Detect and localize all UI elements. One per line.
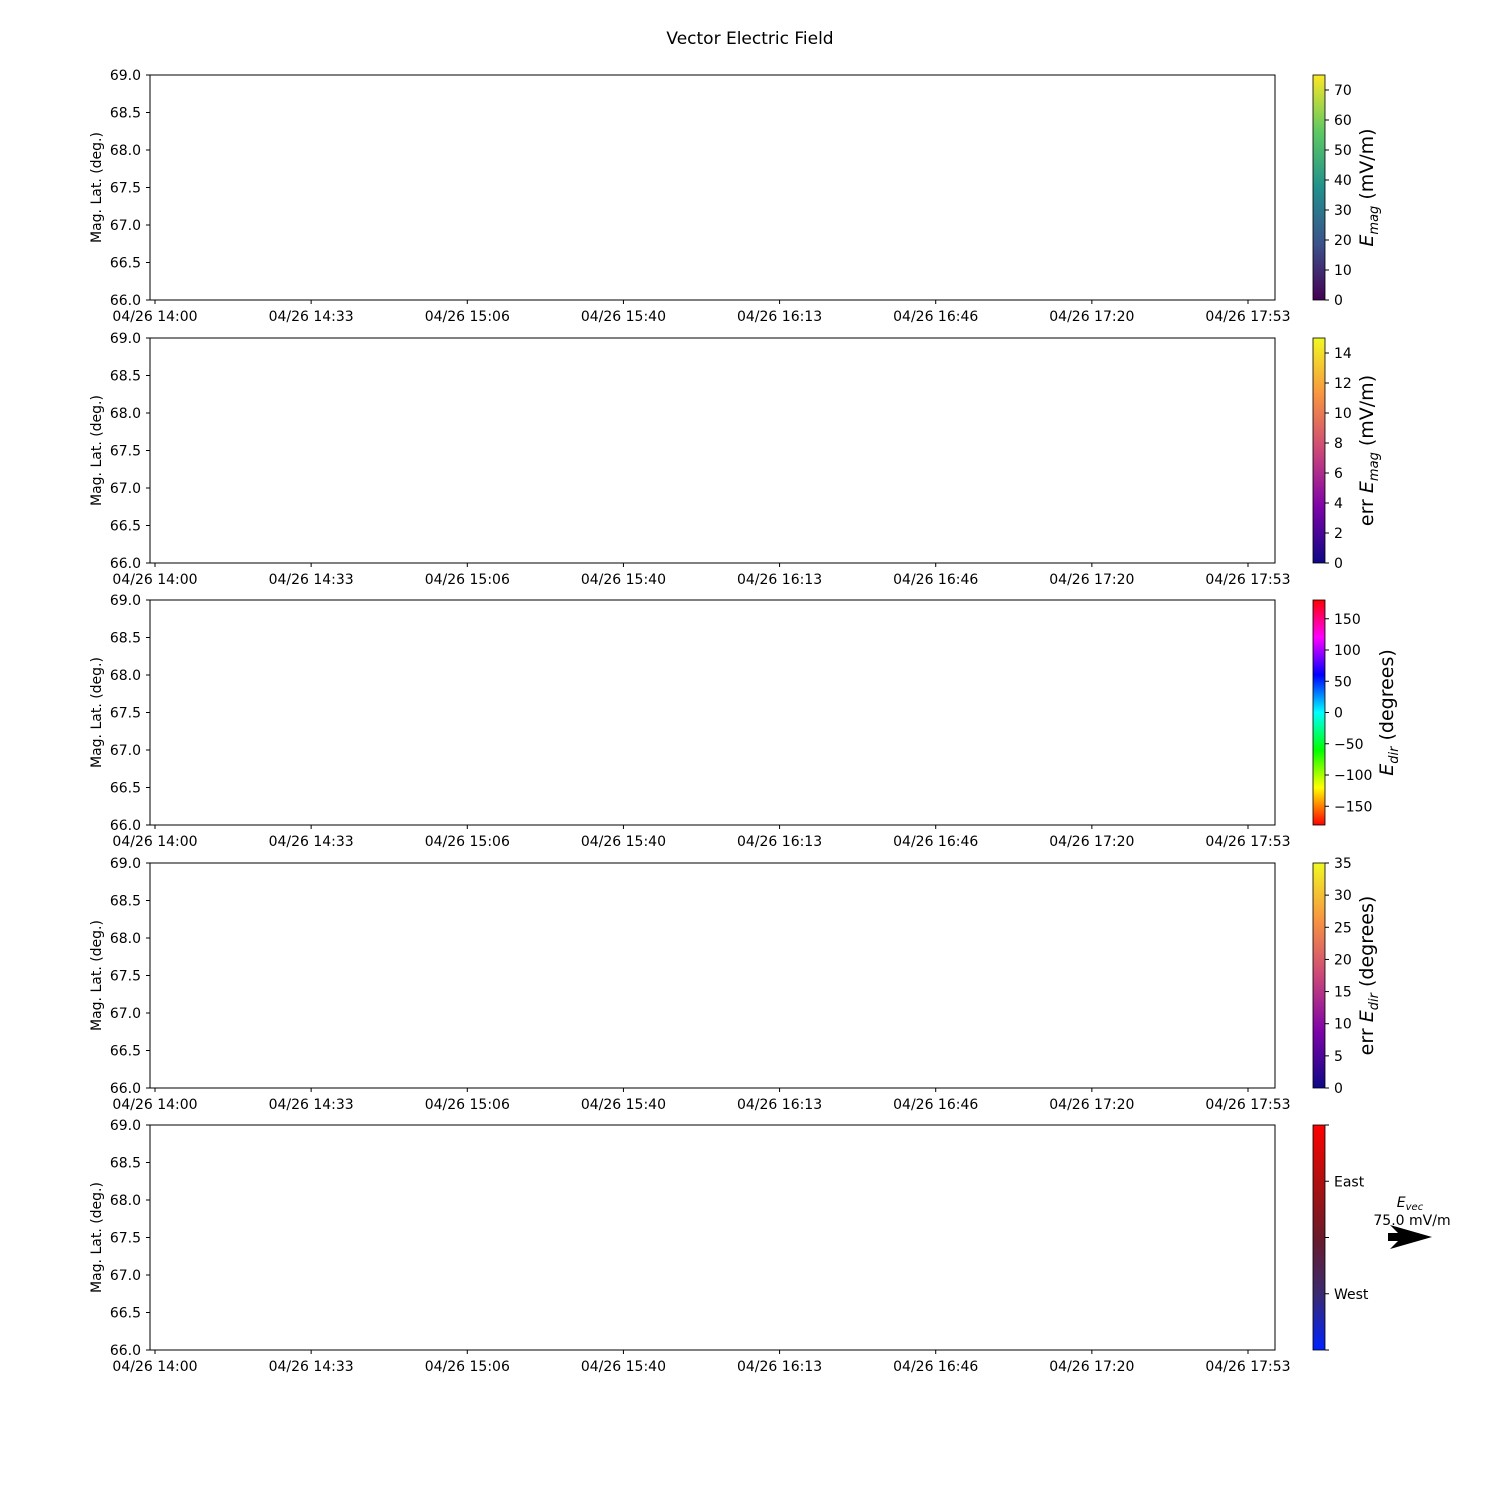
x-tick-label: 04/26 15:06 <box>424 1097 510 1113</box>
y-axis-label: Mag. Lat. (deg.) <box>89 657 105 768</box>
y-tick-label: 68.0 <box>109 406 141 422</box>
x-tick-label: 04/26 16:13 <box>736 1359 823 1375</box>
vector-key-subscript: vec <box>1405 1202 1424 1213</box>
y-axis-label: Mag. Lat. (deg.) <box>89 395 105 506</box>
y-tick-label: 67.0 <box>109 1268 141 1284</box>
x-tick-label: 04/26 17:20 <box>1049 1359 1135 1375</box>
colorbar-tick-label: 20 <box>1334 952 1352 969</box>
y-tick-label: 66.0 <box>109 293 141 309</box>
colorbar-tick-label: 14 <box>1334 346 1352 362</box>
x-tick-label: 04/26 16:46 <box>893 309 979 325</box>
y-axis-label: Mag. Lat. (deg.) <box>89 920 105 1031</box>
colorbar-label-variable: E <box>1356 481 1378 494</box>
y-tick-label: 66.0 <box>109 818 141 834</box>
x-tick-label: 04/26 15:40 <box>580 572 667 588</box>
y-tick-label: 68.0 <box>109 931 141 947</box>
y-tick-label: 69.0 <box>109 1118 141 1134</box>
y-axis-label: Mag. Lat. (deg.) <box>89 1182 105 1293</box>
y-tick-label: 66.5 <box>109 255 141 272</box>
y-tick-label: 68.5 <box>109 1155 141 1172</box>
colorbar-label-subscript: dir <box>1387 746 1402 764</box>
x-tick-label: 04/26 16:13 <box>736 309 823 325</box>
y-tick-label: 67.0 <box>109 743 141 759</box>
colorbar <box>1313 338 1325 563</box>
y-tick-label: 69.0 <box>109 856 141 872</box>
x-tick-label: 04/26 14:00 <box>112 309 198 325</box>
colorbar-label-unit: (degrees) <box>1356 895 1378 994</box>
x-tick-label: 04/26 17:20 <box>1049 834 1135 850</box>
colorbar-tick-label: 2 <box>1334 526 1343 542</box>
colorbar-tick-label: 20 <box>1334 233 1352 249</box>
colorbar-tick-label: 0 <box>1334 556 1343 572</box>
x-tick-label: 04/26 15:06 <box>424 1359 510 1375</box>
x-tick-label: 04/26 14:33 <box>268 309 354 325</box>
x-tick-label: 04/26 17:53 <box>1205 309 1291 325</box>
y-tick-label: 67.5 <box>109 705 141 722</box>
colorbar-tick-label: 10 <box>1334 1016 1352 1033</box>
x-tick-label: 04/26 16:46 <box>893 834 979 850</box>
colorbar-tick-label: 15 <box>1334 984 1352 1001</box>
colorbar <box>1313 600 1325 825</box>
x-tick-label: 04/26 16:13 <box>736 1097 823 1113</box>
colorbar-tick-label: 25 <box>1334 920 1352 937</box>
y-tick-label: 67.0 <box>109 1006 141 1022</box>
x-tick-label: 04/26 15:06 <box>424 309 510 325</box>
colorbar-tick-label: 6 <box>1334 466 1343 482</box>
colorbar <box>1313 75 1325 300</box>
colorbar-tick-label: −100 <box>1334 768 1373 784</box>
colorbar-label-variable: E <box>1376 763 1398 776</box>
colorbar-tick-label: 150 <box>1334 611 1361 628</box>
colorbar-label-subscript: mag <box>1367 205 1382 235</box>
colorbar-tick-label: 0 <box>1334 705 1343 722</box>
colorbar-tick-label: 12 <box>1334 376 1352 392</box>
x-tick-label: 04/26 14:00 <box>112 1359 198 1375</box>
colorbar-label-unit: (degrees) <box>1376 649 1398 747</box>
colorbar-label-variable: E <box>1356 1010 1378 1023</box>
colorbar-label-prefix: err <box>1356 493 1378 527</box>
colorbar-tick-label: 8 <box>1334 436 1343 452</box>
y-tick-label: 69.0 <box>109 593 141 609</box>
colorbar-tick-label: 70 <box>1334 83 1352 99</box>
y-tick-label: 67.5 <box>109 443 141 460</box>
y-tick-label: 66.0 <box>109 1343 141 1359</box>
y-tick-label: 69.0 <box>109 68 141 84</box>
y-tick-label: 68.0 <box>109 143 141 159</box>
x-tick-label: 04/26 17:20 <box>1049 572 1135 588</box>
figure-title: Vector Electric Field <box>666 29 834 49</box>
colorbar-tick-label: 50 <box>1334 143 1352 159</box>
x-tick-label: 04/26 16:46 <box>893 572 979 588</box>
x-tick-label: 04/26 17:20 <box>1049 1097 1135 1113</box>
colorbar-tick-label: −150 <box>1334 799 1373 816</box>
colorbar-tick-label: 4 <box>1334 496 1343 512</box>
y-tick-label: 67.5 <box>109 968 141 985</box>
y-axis-label: Mag. Lat. (deg.) <box>89 132 105 243</box>
x-tick-label: 04/26 17:53 <box>1205 1097 1291 1113</box>
x-tick-label: 04/26 17:53 <box>1205 572 1291 588</box>
colorbar-tick-label: West <box>1334 1286 1369 1303</box>
y-tick-label: 66.0 <box>109 1081 141 1097</box>
vector-key-value: 75.0 mV/m <box>1373 1213 1451 1229</box>
x-tick-label: 04/26 17:20 <box>1049 309 1135 325</box>
colorbar-tick-label: 30 <box>1334 888 1352 905</box>
x-tick-label: 04/26 16:13 <box>736 572 823 588</box>
colorbar-tick-label: 10 <box>1334 406 1352 422</box>
colorbar-label-subscript: dir <box>1367 993 1382 1011</box>
colorbar-tick-label: −50 <box>1334 736 1364 753</box>
y-tick-label: 68.5 <box>109 105 141 122</box>
y-tick-label: 67.0 <box>109 481 141 497</box>
x-tick-label: 04/26 15:40 <box>580 1359 667 1375</box>
x-tick-label: 04/26 14:33 <box>268 1097 354 1113</box>
y-tick-label: 69.0 <box>109 331 141 347</box>
x-tick-label: 04/26 15:40 <box>580 309 667 325</box>
colorbar-label-variable: E <box>1356 234 1378 247</box>
colorbar-label-prefix: err <box>1356 1022 1378 1056</box>
colorbar-label-unit: (mV/m) <box>1356 128 1378 206</box>
y-tick-label: 68.5 <box>109 368 141 385</box>
colorbar-tick-label: 40 <box>1334 173 1352 189</box>
y-tick-label: 68.0 <box>109 1193 141 1209</box>
colorbar-tick-label: East <box>1334 1174 1365 1191</box>
y-tick-label: 68.5 <box>109 893 141 910</box>
x-tick-label: 04/26 14:00 <box>112 1097 198 1113</box>
x-tick-label: 04/26 14:33 <box>268 1359 354 1375</box>
x-tick-label: 04/26 15:06 <box>424 834 510 850</box>
x-tick-label: 04/26 16:46 <box>893 1097 979 1113</box>
x-tick-label: 04/26 14:00 <box>112 572 198 588</box>
colorbar <box>1313 1125 1325 1350</box>
y-tick-label: 68.0 <box>109 668 141 684</box>
colorbar-tick-label: 60 <box>1334 113 1352 129</box>
y-tick-label: 66.5 <box>109 780 141 797</box>
colorbar-tick-label: 5 <box>1334 1048 1343 1065</box>
colorbar-tick-label: 35 <box>1334 856 1352 872</box>
y-tick-label: 66.5 <box>109 1043 141 1060</box>
y-tick-label: 67.0 <box>109 218 141 234</box>
colorbar-label-subscript: mag <box>1367 452 1382 482</box>
x-tick-label: 04/26 16:46 <box>893 1359 979 1375</box>
y-tick-label: 67.5 <box>109 180 141 197</box>
x-tick-label: 04/26 17:53 <box>1205 1359 1291 1375</box>
colorbar-tick-label: 50 <box>1334 674 1352 691</box>
colorbar <box>1313 863 1325 1088</box>
x-tick-label: 04/26 14:33 <box>268 834 354 850</box>
colorbar-tick-label: 0 <box>1334 293 1343 309</box>
x-tick-label: 04/26 17:53 <box>1205 834 1291 850</box>
x-tick-label: 04/26 16:13 <box>736 834 823 850</box>
colorbar-tick-label: 30 <box>1334 203 1352 219</box>
y-tick-label: 66.0 <box>109 556 141 572</box>
y-tick-label: 66.5 <box>109 518 141 535</box>
colorbar-tick-label: 0 <box>1334 1081 1343 1097</box>
x-tick-label: 04/26 14:33 <box>268 572 354 588</box>
colorbar-tick-label: 10 <box>1334 263 1352 279</box>
x-tick-label: 04/26 14:00 <box>112 834 198 850</box>
vector-key-variable: E <box>1396 1195 1406 1211</box>
colorbar-tick-label: 100 <box>1334 643 1361 659</box>
y-tick-label: 67.5 <box>109 1230 141 1247</box>
x-tick-label: 04/26 15:40 <box>580 834 667 850</box>
x-tick-label: 04/26 15:06 <box>424 572 510 588</box>
colorbar-label-unit: (mV/m) <box>1356 374 1378 453</box>
x-tick-label: 04/26 15:40 <box>580 1097 667 1113</box>
y-tick-label: 68.5 <box>109 630 141 647</box>
y-tick-label: 66.5 <box>109 1305 141 1322</box>
